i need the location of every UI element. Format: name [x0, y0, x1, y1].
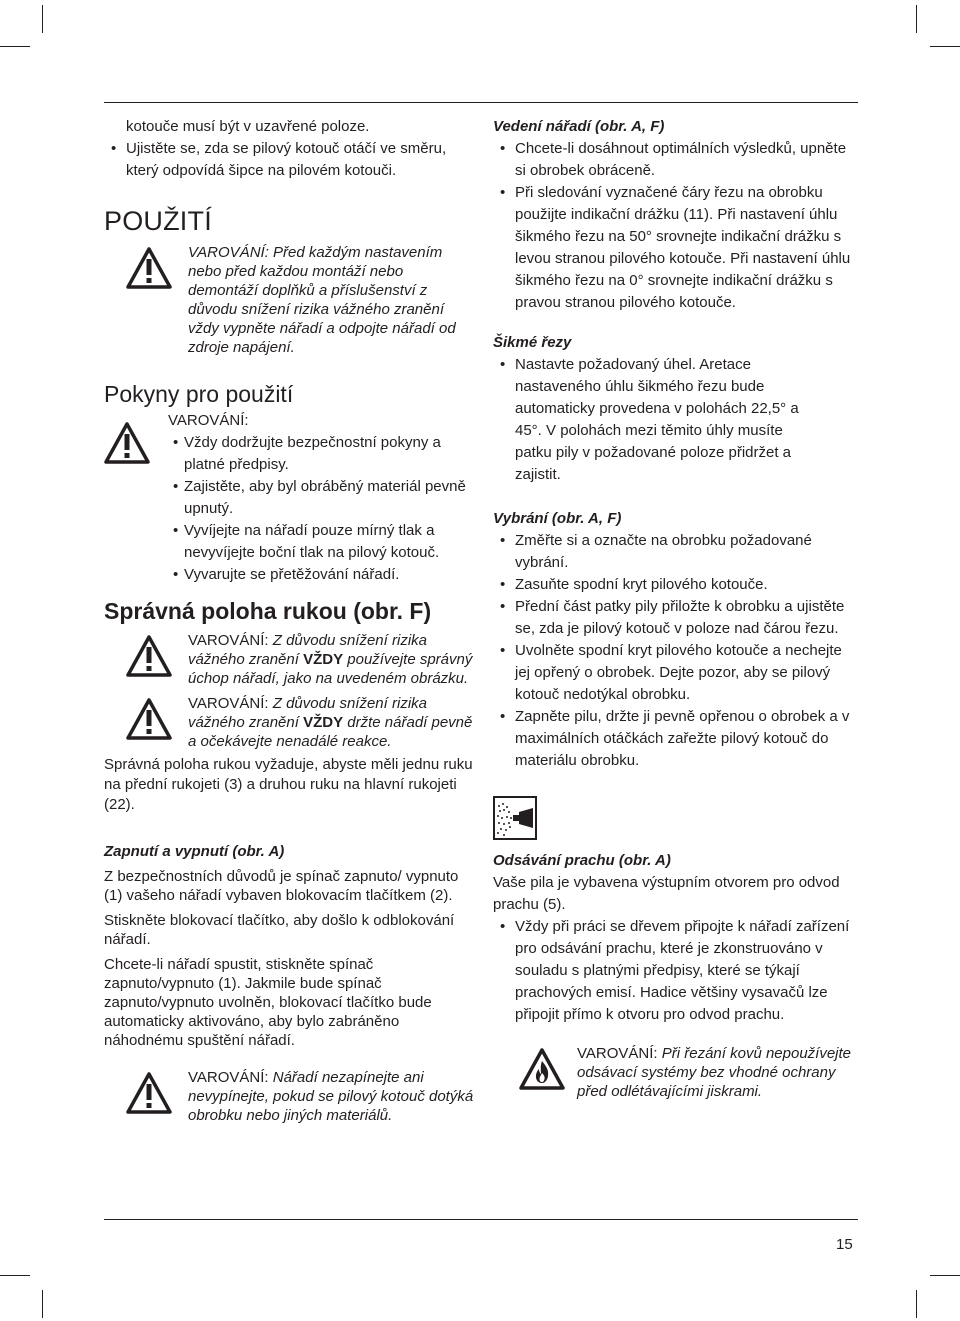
left-column	[104, 116, 476, 1125]
continued-text: kotouče musí být v uzavřené poloze.	[126, 118, 370, 135]
crop-mark	[916, 1290, 917, 1318]
crop-mark	[42, 1290, 43, 1318]
footer-rule	[104, 1219, 858, 1220]
warning-triangle-icon	[126, 635, 172, 682]
list-item: • Vždy při práci se dřevem připojte k nářadí zařízení pro odsávání prachu, které je zkonstruováno v souladu s platnými předpisy, které se týkají prachových emisí. Hadice většiny vysavačů lze připojit přímo k otvoru pro odvod prachu.	[493, 916, 861, 1026]
subsection-title: Vybrání (obr. A, F)	[493, 510, 622, 527]
subsection-title: Pokyny pro použití	[104, 381, 294, 407]
warning-text: VAROVÁNÍ: Při řezání kovů nepoužívejte odsávací systémy bez vhodné ochrany před odlétávajícími jiskrami.	[577, 1045, 852, 1100]
paragraph: Stiskněte blokovací tlačítko, aby došlo k odblokování nářadí.	[104, 912, 455, 948]
list-item: • Chcete-li dosáhnout optimálních výsledků, upněte si obrobek obráceně.	[493, 138, 861, 182]
crop-mark	[916, 5, 917, 33]
warning-triangle-icon	[104, 422, 150, 469]
paragraph: Vaše pila je vybavena výstupním otvorem pro odvod prachu (5).	[493, 874, 840, 913]
warning-block	[104, 631, 476, 688]
list-item: • Zasuňte spodní kryt pilového kotouče.	[493, 574, 861, 596]
subsection-title: Odsávání prachu (obr. A)	[493, 852, 671, 869]
list-item: • Zajistěte, aby byl obráběný materiál pevně upnutý.	[166, 476, 476, 520]
list-item: • Uvolněte spodní kryt pilového kotouče a nechejte jej opřený o obrobek. Dejte pozor, aby se pilový kotouč nedotýkal obrobku.	[493, 640, 861, 706]
list-item: • Vyvíjejte na nářadí pouze mírný tlak a nevyvíjejte boční tlak na pilový kotouč.	[166, 520, 476, 564]
header-rule	[104, 102, 858, 103]
right-column	[493, 116, 861, 1101]
warning-block	[104, 1068, 476, 1125]
warning-triangle-icon	[126, 698, 172, 745]
crop-mark	[0, 46, 30, 47]
list-item: • Ujistěte se, zda se pilový kotouč otáčí ve směru, který odpovídá šipce na pilovém kotouči.	[104, 138, 476, 182]
warning-block	[104, 243, 476, 357]
list-item: • Nastavte požadovaný úhel. Aretace nastaveného úhlu šikmého řezu bude automaticky provedena v polohách 22,5° a 45°. V polohách mezi těmito úhly musíte patku pily v požadované poloze přidržet a zajistit.	[493, 354, 861, 486]
warning-triangle-icon	[126, 247, 172, 294]
dust-extraction-icon	[493, 796, 861, 840]
crop-mark	[42, 5, 43, 33]
subsection-title: Vedení nářadí (obr. A, F)	[493, 118, 665, 135]
warning-block	[104, 694, 476, 751]
list-item: • Vyvarujte se přetěžování nářadí.	[166, 564, 476, 586]
subsection-title: Zapnutí a vypnutí (obr. A)	[104, 843, 285, 860]
warning-text: VAROVÁNÍ: Z důvodu snížení rizika vážného zranění VŽDY držte nářadí pevně a očekávejte nenadálé reakce.	[188, 695, 473, 750]
list-item: • Přední část patky pily přiložte k obrobku a ujistěte se, zda je pilový kotouč v poloze nad čárou řezu.	[493, 596, 861, 640]
list-item: • Zapněte pilu, držte ji pevně opřenou o obrobek a v maximálních otáčkách zařežte pilový kotouč do materiálu obrobku.	[493, 706, 861, 772]
page-number: 15	[836, 1236, 853, 1253]
subsection-title: Šikmé řezy	[493, 334, 572, 351]
paragraph: Chcete-li nářadí spustit, stiskněte spínač zapnuto/vypnuto (1). Jakmile bude spínač zapnuto/vypnuto uvolněn, blokovací tlačítko bude automaticky aktivováno, aby bylo zabráněno náhodnému spuštění nářadí.	[104, 956, 432, 1049]
warning-text: VAROVÁNÍ: Z důvodu snížení rizika vážného zranění VŽDY používejte správný úchop nářadí, jako na uvedeném obrázku.	[188, 632, 473, 687]
paragraph: Z bezpečnostních důvodů je spínač zapnuto/ vypnuto (1) vašeho nářadí vybaven blokovacím tlačítkem (2).	[104, 868, 459, 904]
warning-block	[493, 1044, 861, 1101]
warning-triangle-icon	[126, 1072, 172, 1119]
subsection-title: Správná poloha rukou (obr. F)	[104, 598, 432, 624]
crop-mark	[0, 1275, 30, 1276]
fire-hazard-icon	[519, 1048, 565, 1095]
warning-label: VAROVÁNÍ:	[168, 412, 249, 429]
section-title: POUŽITÍ	[104, 206, 212, 236]
crop-mark	[930, 46, 960, 47]
warning-text: VAROVÁNÍ: Před každým nastavením nebo před každou montáží nebo demontáží doplňků a příslušenství z důvodu snížení rizika vážného zranění vždy vypněte nářadí a odpojte nářadí od zdroje napájení.	[188, 244, 456, 356]
list-item: • Při sledování vyznačené čáry řezu na obrobku použijte indikační drážku (11). Při nastavení úhlu šikmého řezu na 50° srovnejte indikační drážku s levou stranou pilového kotouče. Při nastavení úhlu šikmého řezu na 0° srovnejte indikační drážku s pravou stranou pilového kotouče.	[493, 182, 861, 314]
list-item: • Vždy dodržujte bezpečnostní pokyny a platné předpisy.	[166, 432, 476, 476]
warning-text: VAROVÁNÍ: Nářadí nezapínejte ani nevypínejte, pokud se pilový kotouč dotýká obrobku nebo jiných materiálů.	[188, 1069, 474, 1124]
paragraph: Správná poloha rukou vyžaduje, abyste měli jednu ruku na přední rukojeti (3) a druhou ruku na hlavní rukojeti (22).	[104, 756, 473, 813]
list-item: • Změřte si a označte na obrobku požadované vybrání.	[493, 530, 861, 574]
instructions-block	[104, 410, 476, 586]
crop-mark	[930, 1275, 960, 1276]
